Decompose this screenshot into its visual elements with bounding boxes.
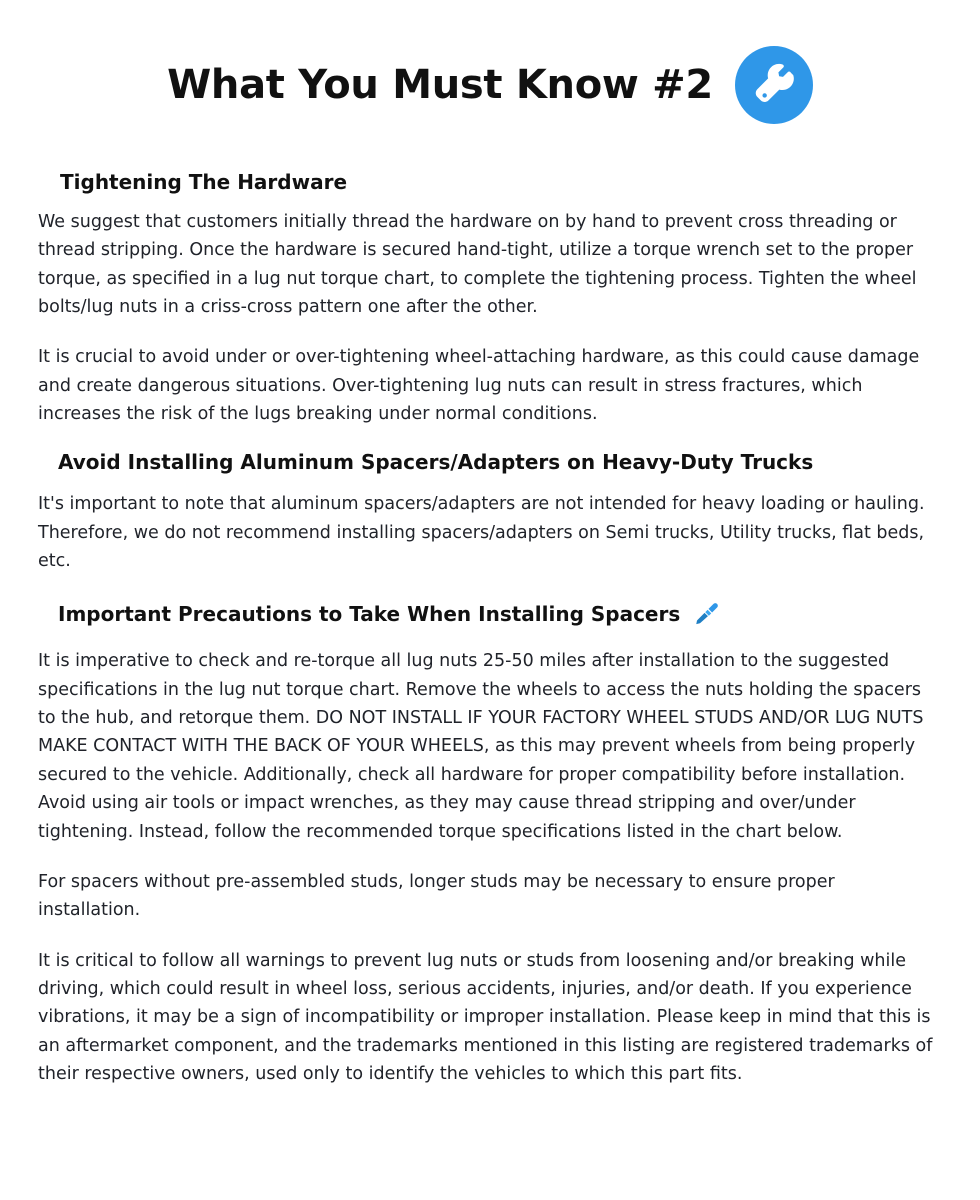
wrench-icon <box>735 46 813 124</box>
paragraph: We suggest that customers initially thread the hardware on by hand to prevent cross threading or thread stripping. Once the hardware is secured hand-tight, utilize a torque wrench set to the proper torque, as specified in a lug nut torque chart, to complete the tightening process. Tighten the wheel bolts/lug nuts in a criss-cross pattern one after the other. <box>38 212 917 318</box>
section-heading-text: Tightening The Hardware <box>60 170 348 194</box>
paragraph: It's important to note that aluminum spacers/adapters are not intended for heavy loading or hauling. Therefore, we do not recommend installing spacers/adapters on Semi trucks, Utility trucks, flat beds, etc. <box>38 494 925 572</box>
section-tightening-the-hardware <box>38 170 942 428</box>
paragraph: It is crucial to avoid under or over-tightening wheel-attaching hardware, as this could cause damage and create dangerous situations. Over-tightening lug nuts can result in stress fractures, which increases the risk of the lugs breaking under normal conditions. <box>38 347 920 425</box>
paragraph: It is imperative to check and re-torque all lug nuts 25-50 miles after installation to the suggested specifications in the lug nut torque chart. Remove the wheels to access the nuts holding the spacers to the hub, and retorque them. DO NOT INSTALL IF YOUR FACTORY WHEEL STUDS AND/OR LUG NUTS MAKE CONTACT WITH THE BACK OF YOUR WHEELS, as this may prevent wheels from being properly secured to the vehicle. Additionally, check all hardware for proper compatibility before installation. Avoid using air tools or impact wrenches, as they may cause thread stripping and over/under tightening. Instead, follow the recommended torque specifications listed in the chart below. <box>38 651 924 842</box>
screwdriver-icon <box>694 601 720 627</box>
page-title: What You Must Know #2 <box>167 62 713 108</box>
section-heading <box>38 170 942 194</box>
section-heading <box>38 450 942 474</box>
section-heading-text: Important Precautions to Take When Installing Spacers <box>58 602 681 627</box>
page-header <box>38 0 942 142</box>
paragraph: It is critical to follow all warnings to prevent lug nuts or studs from loosening and/or breaking while driving, which could result in wheel loss, serious accidents, injuries, and/or death. If you experience vibrations, it may be a sign of incompatibility or improper installation. Please keep in mind that this is an aftermarket component, and the trademarks mentioned in this listing are registered trademarks of their respective owners, used only to identify the vehicles to which this part fits. <box>38 950 933 1084</box>
section-heading <box>38 601 942 627</box>
section-important-precautions <box>38 601 942 1088</box>
section-avoid-installing-aluminum-spacers <box>38 450 942 575</box>
paragraph: For spacers without pre-assembled studs, longer studs may be necessary to ensure proper installation. <box>38 871 835 921</box>
section-heading-text: Avoid Installing Aluminum Spacers/Adapters on Heavy-Duty Trucks <box>58 450 814 475</box>
